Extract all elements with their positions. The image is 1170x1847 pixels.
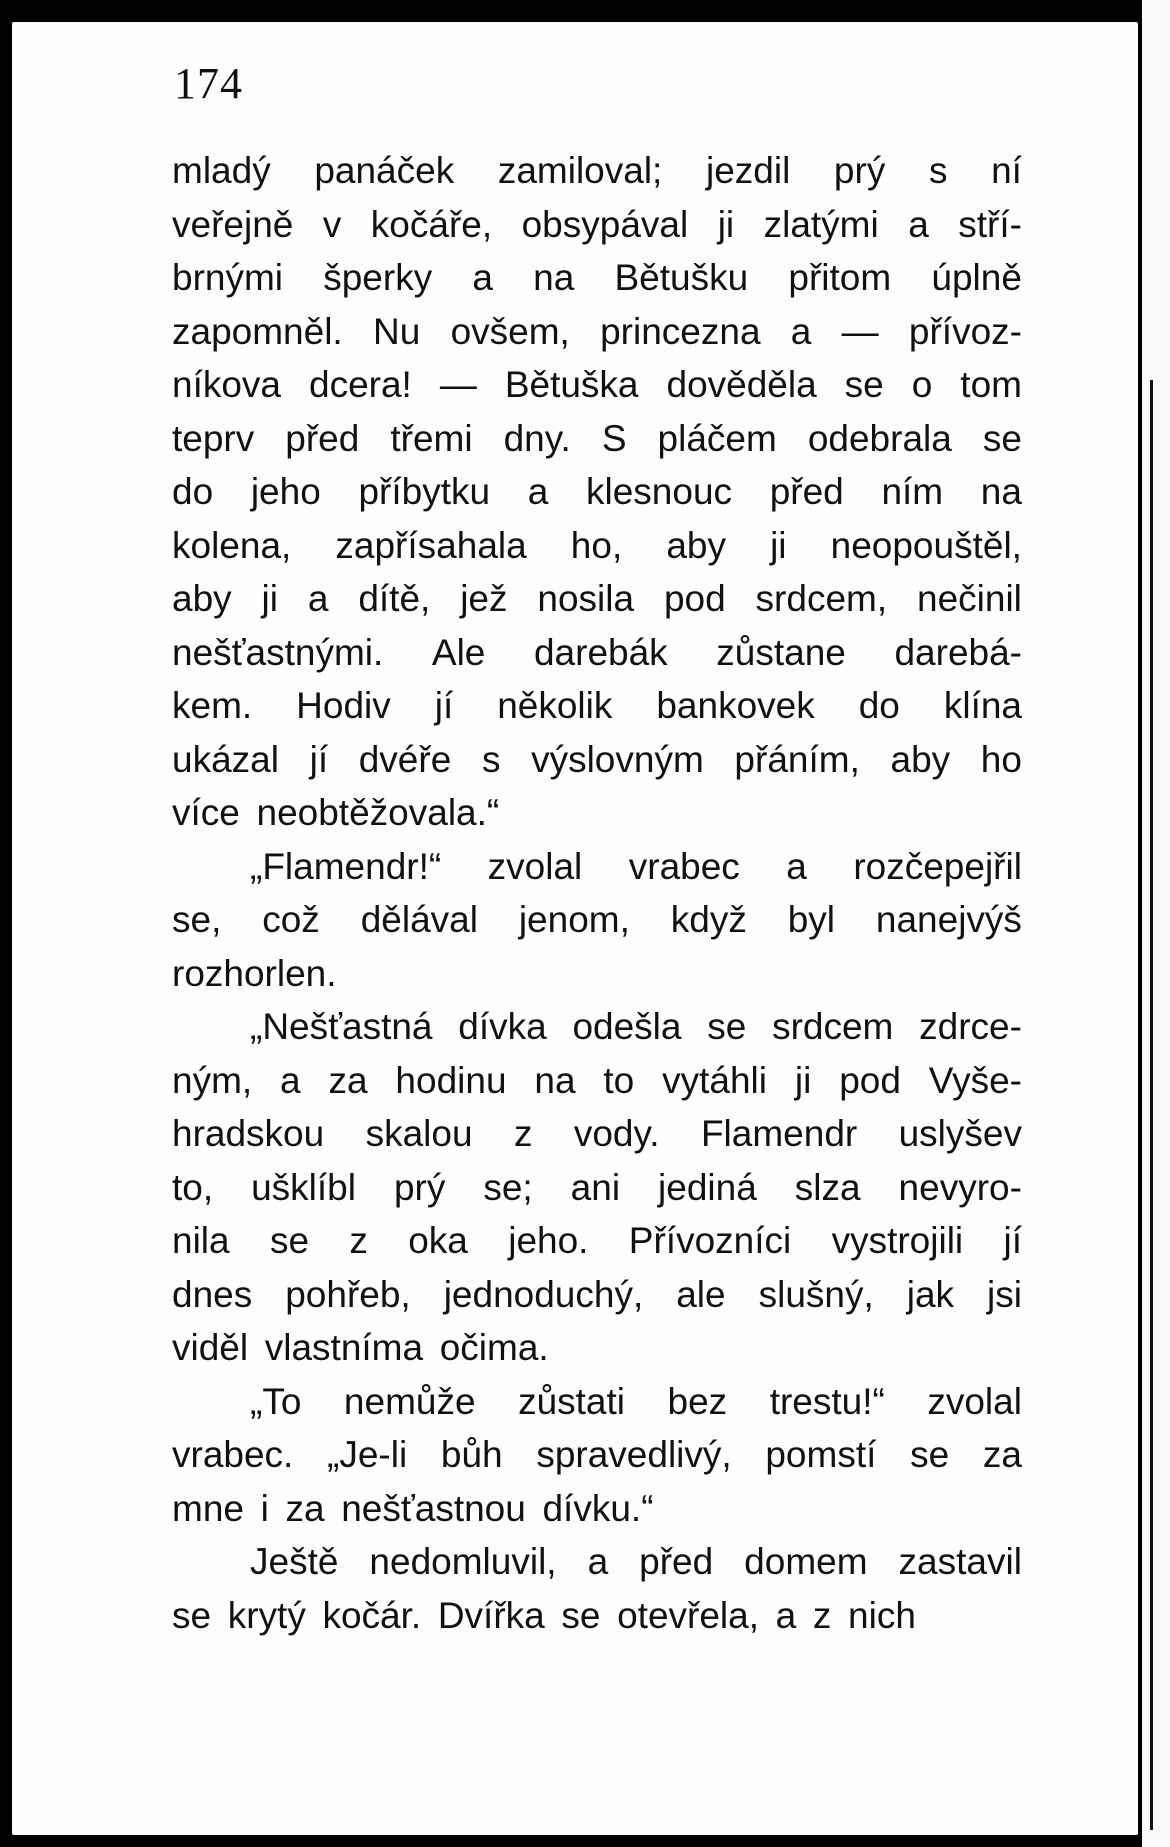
text-line: [172, 1214, 1022, 1268]
word: brnými: [172, 257, 284, 298]
word: mladý: [172, 150, 271, 191]
word: a: [280, 1059, 301, 1101]
word: ji: [717, 203, 735, 245]
word: se;: [483, 1166, 533, 1208]
word: se: [910, 1434, 950, 1475]
word: na: [534, 1059, 576, 1101]
word: vytáhli: [662, 1059, 768, 1101]
word: Vyše-: [928, 1059, 1022, 1101]
word: prý: [393, 1166, 446, 1208]
word: Dvířka: [437, 1594, 545, 1636]
word: ušklíbl: [251, 1166, 356, 1208]
word: Přívozníci: [628, 1220, 792, 1261]
text-line: [172, 786, 1022, 840]
word: spravedlivý,: [536, 1434, 732, 1475]
word: zvolal: [487, 845, 583, 887]
word: v: [322, 203, 342, 245]
word: „Flamendr!“: [250, 845, 442, 887]
paragraph: [172, 144, 1022, 840]
word: uslyšev: [898, 1113, 1022, 1154]
word: jež: [460, 578, 508, 619]
word: ovšem,: [450, 310, 570, 352]
word: jí: [1003, 1220, 1022, 1261]
word: nešťastnými.: [172, 631, 384, 673]
word: vrabec: [628, 845, 740, 887]
word: Ale: [431, 631, 486, 673]
word: do: [858, 685, 900, 726]
text-line: [172, 733, 1022, 787]
word: aby: [890, 738, 951, 780]
word: jeho.: [508, 1220, 589, 1261]
text-line: [172, 519, 1022, 573]
text-line: [172, 1161, 1022, 1215]
word: a: [775, 1594, 797, 1636]
word: zapřísahala: [335, 524, 527, 566]
word: pod: [839, 1059, 901, 1101]
word: na: [980, 471, 1022, 512]
text-line: [172, 144, 1022, 198]
word: hradskou: [172, 1113, 325, 1154]
text-line: [172, 1589, 1022, 1643]
word: kolena,: [172, 524, 292, 566]
text-line: [172, 1375, 1022, 1429]
text-line: [172, 251, 1022, 305]
word: zamiloval;: [497, 150, 663, 191]
word: jak: [906, 1273, 955, 1315]
paragraph: [172, 840, 1022, 1001]
page-edge: [1142, 0, 1170, 1847]
word: pláčem: [657, 417, 777, 459]
word: jeho: [250, 471, 321, 512]
word: dívku.“: [542, 1487, 654, 1529]
word: z: [812, 1594, 832, 1636]
word: zvolal: [927, 1380, 1022, 1422]
word: ji: [770, 524, 787, 566]
word: Bětušku: [614, 257, 749, 298]
word: jí: [309, 738, 329, 780]
word: z: [513, 1113, 533, 1154]
word: „To: [250, 1380, 302, 1422]
word: neopouštěl,: [830, 524, 1022, 566]
text-line: [172, 198, 1022, 252]
word: klesnouc: [586, 471, 733, 512]
word: jí: [434, 685, 454, 726]
word: když: [670, 899, 747, 940]
word: slza: [794, 1166, 861, 1208]
text-line: [172, 465, 1022, 519]
word: vlastníma: [264, 1327, 424, 1368]
word: dnes: [172, 1273, 253, 1315]
word: i: [260, 1487, 269, 1529]
word: za: [982, 1434, 1022, 1475]
word: obsypával: [521, 203, 689, 245]
word: ukázal: [172, 738, 279, 780]
word: odebrala: [807, 417, 952, 459]
word: bůh: [440, 1434, 503, 1475]
text-line: [172, 893, 1022, 947]
word: Bětuška: [504, 364, 639, 405]
word: stří-: [958, 203, 1022, 245]
word: o: [911, 364, 933, 405]
text-line: [172, 1054, 1022, 1108]
text-line: [172, 1000, 1022, 1054]
word: skalou: [365, 1113, 473, 1154]
word: z: [349, 1220, 368, 1261]
word: aby: [172, 578, 232, 619]
word: kočár.: [322, 1594, 422, 1636]
word: otevřela,: [617, 1594, 760, 1636]
word: třemi: [390, 417, 473, 459]
word: se: [844, 364, 884, 405]
word: jenom,: [518, 899, 630, 940]
word: se: [982, 417, 1022, 459]
word: mne: [172, 1487, 244, 1529]
text-line: [172, 679, 1022, 733]
word: vystrojili: [831, 1220, 964, 1261]
text-line: [172, 572, 1022, 626]
word: s: [928, 150, 948, 191]
word: darebák: [533, 631, 668, 673]
word: vrabec.: [172, 1434, 294, 1475]
word: úplně: [931, 257, 1022, 298]
text-line: [172, 1321, 1022, 1375]
word: S: [601, 417, 627, 459]
word: očima.: [439, 1327, 549, 1368]
word: slušný,: [758, 1273, 874, 1315]
word: a: [307, 578, 329, 619]
word: a: [472, 257, 493, 298]
word: dívka: [458, 1006, 547, 1047]
word: trestu!“: [769, 1380, 885, 1422]
text-line: [172, 305, 1022, 359]
word: nemůže: [343, 1380, 476, 1422]
word: —: [439, 364, 477, 405]
word: ji: [261, 578, 278, 619]
word: ani: [570, 1166, 621, 1208]
text-line: [172, 358, 1022, 412]
word: veřejně: [172, 203, 294, 245]
word: za: [328, 1059, 368, 1101]
word: přitom: [788, 257, 892, 298]
word: „Nešťastná: [250, 1006, 433, 1047]
word: výslovným: [531, 738, 704, 780]
word: oka: [408, 1220, 468, 1261]
word: princezna: [600, 310, 761, 352]
word: Hodiv: [296, 685, 391, 726]
word: nešťastnou: [341, 1487, 526, 1529]
binding-shadow: [1150, 380, 1153, 1830]
word: příbytku: [358, 471, 491, 512]
word: více: [172, 792, 240, 833]
word: se: [561, 1594, 601, 1636]
word: ní: [991, 150, 1022, 191]
word: a: [790, 310, 812, 352]
word: jednoduchý,: [443, 1273, 644, 1315]
word: přívoz-: [908, 310, 1022, 352]
word: dítě,: [358, 578, 431, 619]
word: zlatými: [763, 203, 879, 245]
word: teprv: [172, 417, 255, 459]
word: se: [172, 1594, 212, 1636]
word: dcera!: [309, 364, 412, 405]
word: jediná: [658, 1166, 757, 1208]
text-line: [172, 1428, 1022, 1482]
word: a: [527, 471, 549, 512]
text-line: [172, 1482, 1022, 1536]
word: šperky: [323, 257, 433, 298]
text-line: [172, 626, 1022, 680]
word: ho,: [570, 524, 623, 566]
word: ji: [794, 1059, 812, 1101]
word: to,: [172, 1166, 214, 1208]
word: byl: [787, 899, 836, 940]
word: rozčepejřil: [853, 845, 1022, 887]
word: odešla: [572, 1006, 682, 1047]
word: kem.: [172, 685, 253, 726]
word: ale: [676, 1273, 726, 1315]
word: —: [841, 310, 879, 352]
word: aby: [666, 524, 726, 566]
word: nanejvýš: [875, 899, 1022, 940]
word: to: [603, 1059, 635, 1101]
word: což: [262, 899, 320, 940]
word: pod: [663, 578, 726, 619]
word: prý: [833, 150, 886, 191]
word: vody.: [573, 1113, 660, 1154]
word: jezdil: [705, 150, 791, 191]
word: krytý: [227, 1594, 306, 1636]
word: ho: [980, 738, 1022, 780]
word: zůstati: [518, 1380, 626, 1422]
word: viděl: [172, 1327, 249, 1368]
word: nich: [848, 1594, 916, 1636]
text-line: [172, 1535, 1022, 1589]
word: Nu: [372, 310, 421, 352]
word: dny.: [503, 417, 571, 459]
word: pomstí: [765, 1434, 877, 1475]
word: ným,: [172, 1059, 253, 1101]
word: a: [908, 203, 929, 245]
word: se,: [172, 899, 222, 940]
word: panáček: [314, 150, 455, 191]
text-line: [172, 412, 1022, 466]
word: dvéře: [358, 738, 452, 780]
word: na: [533, 257, 575, 298]
word: nila: [172, 1220, 230, 1261]
word: zapomněl.: [172, 310, 343, 352]
word: zastavil: [898, 1541, 1022, 1582]
word: do: [172, 471, 214, 512]
word: se: [707, 1006, 747, 1047]
word: Flamendr: [700, 1113, 858, 1154]
word: nedomluvil,: [369, 1541, 557, 1582]
word: dělával: [360, 899, 478, 940]
word: a: [587, 1541, 609, 1582]
text-line: [172, 1268, 1022, 1322]
word: srdcem: [772, 1006, 894, 1047]
word: srdcem,: [755, 578, 888, 619]
word: zůstane: [716, 631, 846, 673]
word: před: [285, 417, 360, 459]
paragraph: [172, 1375, 1022, 1536]
body-text: [172, 144, 1022, 1642]
text-line: [172, 1107, 1022, 1161]
word: zdrce-: [919, 1006, 1022, 1047]
word: se: [269, 1220, 310, 1261]
word: hodinu: [395, 1059, 507, 1101]
text-line: [172, 947, 1022, 1001]
word: nevyro-: [898, 1166, 1022, 1208]
word: tom: [960, 364, 1022, 405]
word: domem: [744, 1541, 868, 1582]
word: „Je-li: [327, 1434, 408, 1475]
word: nosila: [537, 578, 635, 619]
word: darebá-: [894, 631, 1022, 673]
word: dověděla: [666, 364, 817, 405]
word: bez: [667, 1380, 728, 1422]
word: jsi: [987, 1273, 1022, 1315]
word: níkova: [172, 364, 282, 405]
word: nečinil: [917, 578, 1022, 619]
page-number: 174: [174, 59, 243, 108]
word: před: [639, 1541, 714, 1582]
word: ním: [881, 471, 944, 512]
word: před: [769, 471, 844, 512]
word: několik: [497, 685, 613, 726]
paragraph: [172, 1535, 1022, 1642]
word: a: [786, 845, 807, 887]
word: klína: [943, 685, 1022, 726]
word: za: [285, 1487, 325, 1529]
word: pohřeb,: [285, 1273, 411, 1315]
word: neobtěžovala.“: [256, 792, 500, 833]
word: s: [481, 738, 501, 780]
word: přáním,: [734, 738, 860, 780]
word: bankovek: [656, 685, 815, 726]
word: rozhorlen.: [172, 952, 337, 994]
paragraph: [172, 1000, 1022, 1375]
text-line: [172, 840, 1022, 894]
word: kočáře,: [370, 203, 493, 245]
word: Ještě: [250, 1541, 339, 1582]
